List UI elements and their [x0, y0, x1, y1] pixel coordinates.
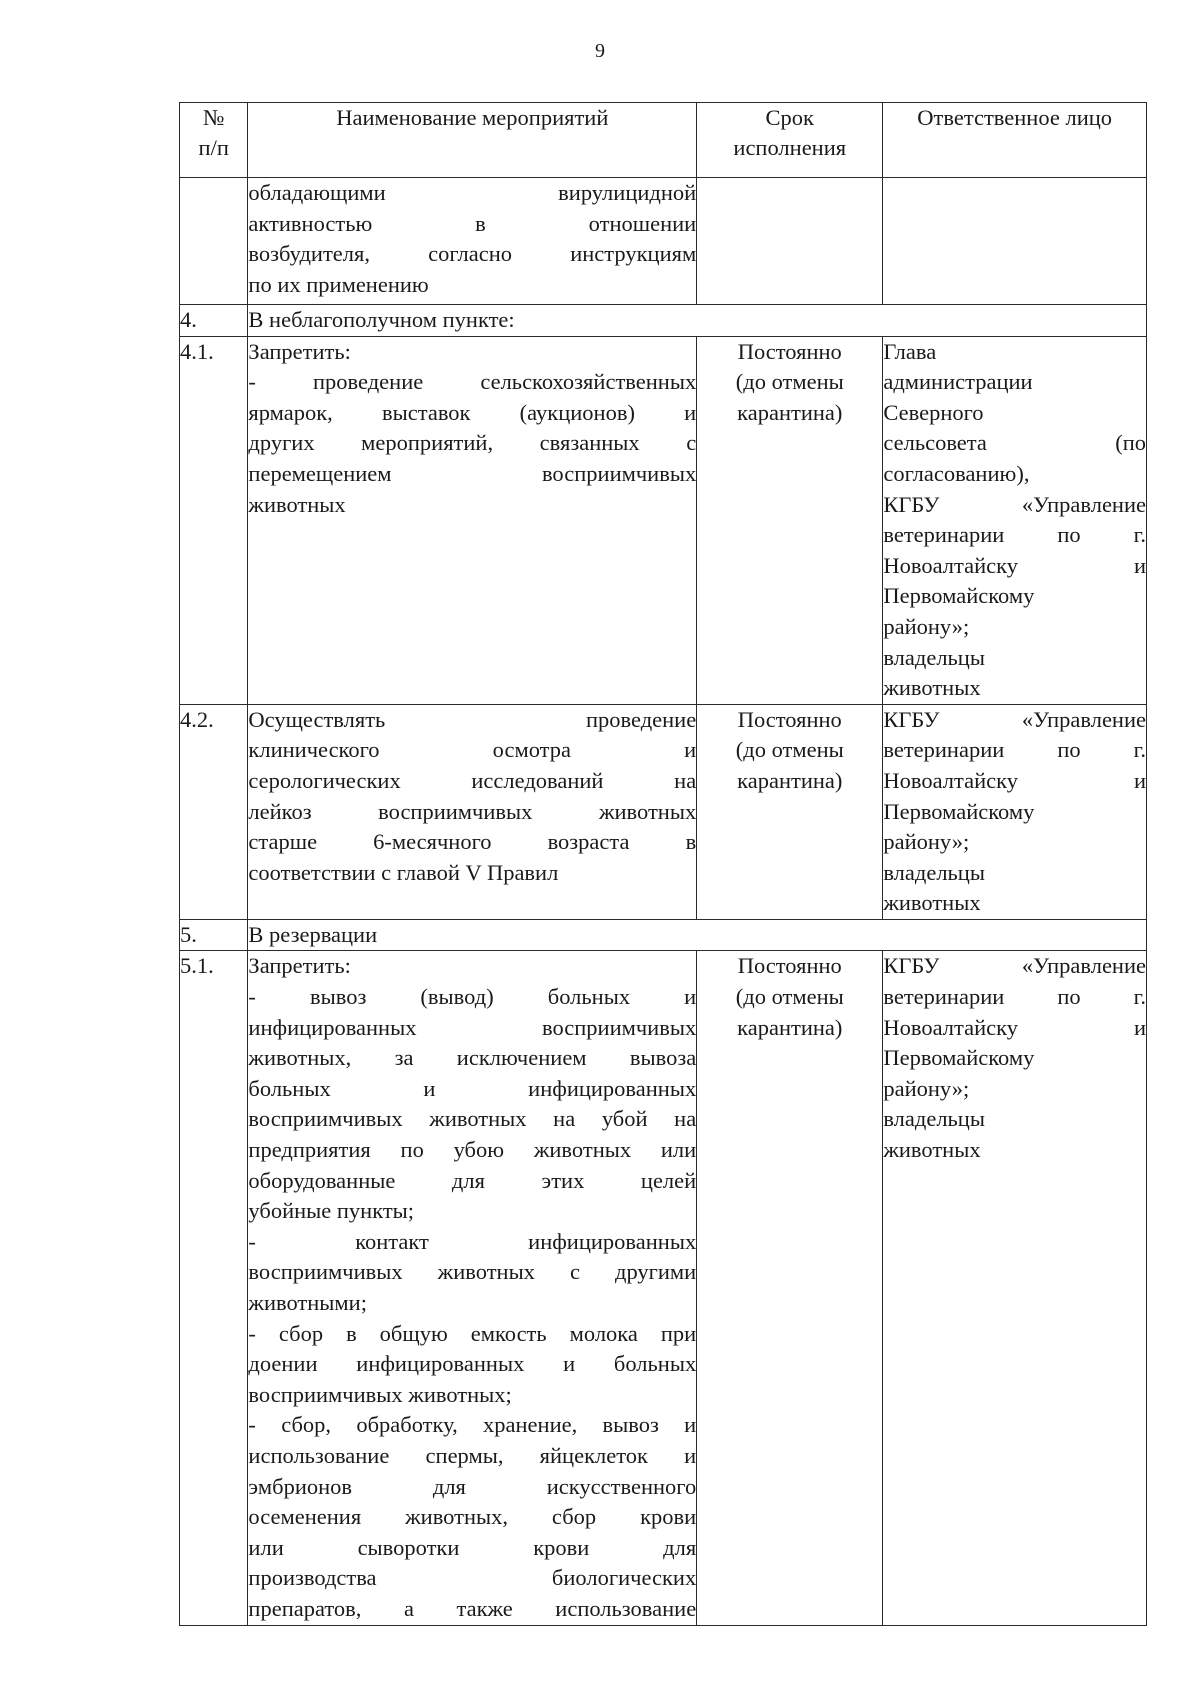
responsible-cell — [883, 178, 1147, 305]
header-responsible: Ответственное лицо — [883, 103, 1147, 178]
header-term: Срок исполнения — [697, 103, 883, 178]
measure-text: Запретить: - вывоз (вывод) больных и инфицированных восприимчивых животных, за исключением вывоза больных и инфицированных восприимчивых животных на убой на предприятия по убою животных или оборудованные для этих целей убойные пункты; - контакт инфицированных восприимчивых животных с другими животными; - сбор в общую емкость молока при доении инфицированных и больных восприимчивых животных; - сбор, обработку, хранение, вывоз и использование спермы, яйцеклеток и эмбрионов для искусственного осеменения животных, сбор крови или сыворотки крови для производства биологических препаратов, а также использование — [248, 951, 697, 1625]
row-number: 4.2. — [180, 704, 248, 919]
row-number: 4.1. — [180, 336, 248, 704]
table-row — [180, 704, 1147, 919]
term-cell: Постоянно (до отмены карантина) — [697, 336, 883, 704]
measure-text: Осуществлять проведение клинического осмотра и серологических исследований на лейкоз восприимчивых животных старше 6-месячного возраста в соответствии с главой V Правил — [248, 704, 697, 919]
term-cell: Постоянно (до отмены карантина) — [697, 951, 883, 1625]
section-title: В неблагополучном пункте: — [248, 305, 1147, 337]
term-cell — [697, 178, 883, 305]
section-row — [180, 919, 1147, 951]
responsible-cell: Глава администрации Северного сельсовета (по согласованию), КГБУ «Управление ветеринарии по г. Новоалтайску и Первомайскому району»; владельцы животных — [883, 336, 1147, 704]
header-name: Наименование мероприятий — [248, 103, 697, 178]
measures-table — [179, 102, 1147, 1626]
header-num: № п/п — [180, 103, 248, 178]
row-number: 5. — [180, 919, 248, 951]
row-number: 4. — [180, 305, 248, 337]
measure-text: обладающими вирулицидной активностью в отношении возбудителя, согласно инструкциям по их применению — [248, 178, 697, 305]
section-row — [180, 305, 1147, 337]
row-number: 5.1. — [180, 951, 248, 1625]
measure-text: Запретить: - проведение сельскохозяйственных ярмарок, выставок (аукционов) и других мероприятий, связанных с перемещением восприимчивых животных — [248, 336, 697, 704]
table-row — [180, 951, 1147, 1625]
row-number — [180, 178, 248, 305]
table-row — [180, 336, 1147, 704]
table-row — [180, 178, 1147, 305]
table-header-row — [180, 103, 1147, 178]
responsible-cell: КГБУ «Управление ветеринарии по г. Новоалтайску и Первомайскому району»; владельцы животных — [883, 951, 1147, 1625]
page-number: 9 — [595, 40, 605, 62]
section-title: В резервации — [248, 919, 1147, 951]
term-cell: Постоянно (до отмены карантина) — [697, 704, 883, 919]
responsible-cell: КГБУ «Управление ветеринарии по г. Новоалтайску и Первомайскому району»; владельцы животных — [883, 704, 1147, 919]
